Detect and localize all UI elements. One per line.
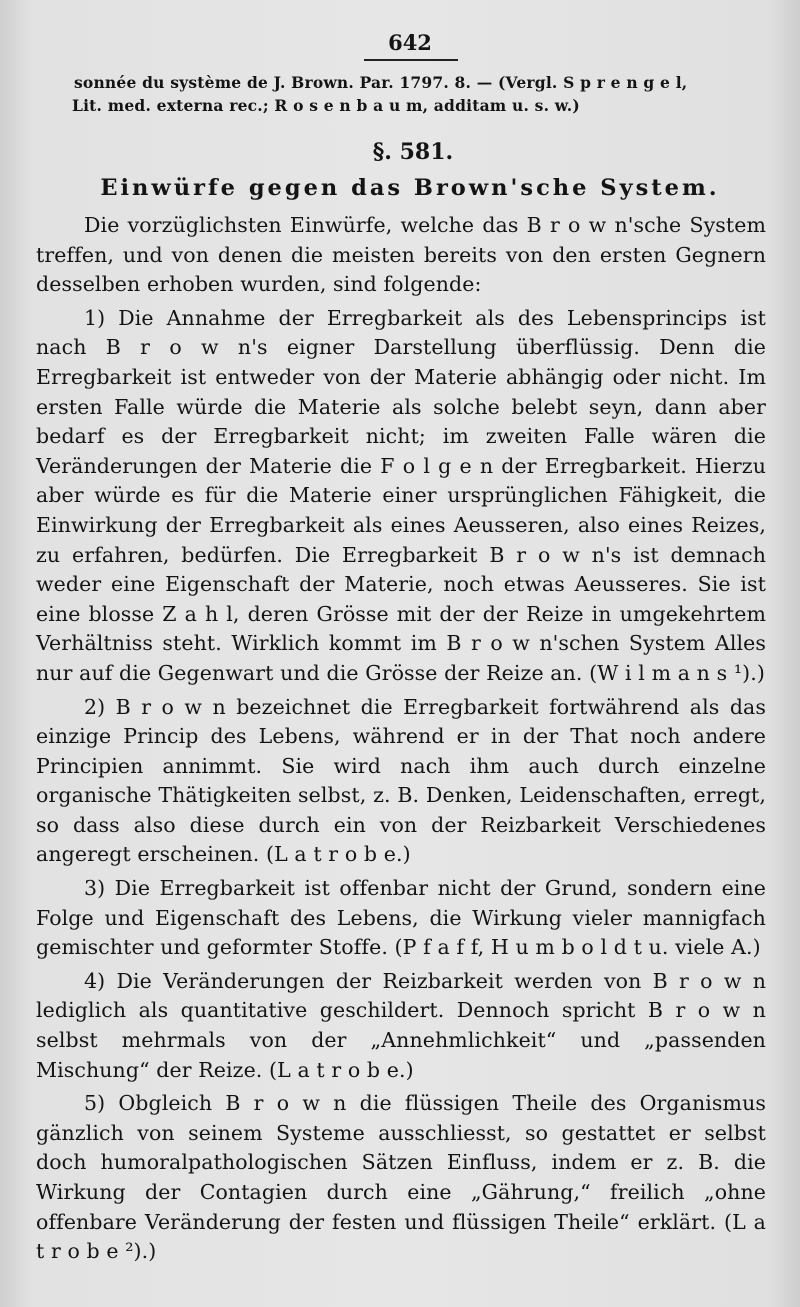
section-number: §. 581.	[372, 139, 454, 165]
section-title: Einwürfe gegen das Brown'sche System.	[100, 175, 720, 201]
body-paragraph: 1) Die Annahme der Erregbarkeit als des Lebensprincips ist nach B r o w n's eigner Darstellung überflüssig. Denn die Erregbarkeit ist entweder von der Materie abhängig oder nicht. Im ersten Falle würde die Materie als solche belebt seyn, dann aber bedarf es der Erregbarkeit nicht; im zweiten Falle wären die Veränderungen der Materie die F o l g e n der Erregbarkeit. Hierzu aber würde es für die Materie einer ursprünglichen Fähigkeit, die Einwirkung der Erregbarkeit als eines Aeusseren, also eines Reizes, zu erfahren, bedürfen. Die Erregbarkeit B r o w n's ist demnach weder eine Eigenschaft der Materie, noch etwas Aeusseres. Sie ist eine blosse Z a h l, deren Grösse mit der der Reize in umgekehrtem Verhältniss steht. Wirklich kommt im B r o w n'schen System Alles nur auf die Gegenwart und die Grösse der Reize an. (W i l m a n s ¹).)	[36, 305, 766, 685]
body-paragraph: 4) Die Veränderungen der Reizbarkeit werden von B r o w n lediglich als quantitative geschildert. Dennoch spricht B r o w n selbst mehrmals von der „Annehmlichkeit“ und „passenden Mischung“ der Reize. (L a t r o b e.)	[36, 968, 766, 1082]
footnote-line: sonnée du système de J. Brown. Par. 1797. 8. — (Vergl. S p r e n g e l,	[74, 73, 688, 92]
page-number: 642	[388, 30, 432, 55]
body-paragraph: 3) Die Erregbarkeit ist offenbar nicht der Grund, sondern eine Folge und Eigenschaft des Lebens, die Wirkung vieler mannigfach gemischter und geformter Stoffe. (P f a f f, H u m b o l d t u. viele A.)	[36, 876, 766, 960]
body-paragraph: Die vorzüglichsten Einwürfe, welche das B r o w n'sche System treffen, und von denen die meisten bereits von den ersten Gegnern desselben erhoben wurden, sind folgende:	[36, 213, 766, 297]
header-rule	[364, 59, 458, 61]
footnote-continuation	[74, 71, 766, 117]
footnote-line: Lit. med. externa rec.; R o s e n b a u m, additam u. s. w.)	[72, 96, 580, 115]
body-paragraph: 2) B r o w n bezeichnet die Erregbarkeit fortwährend als das einzige Princip des Lebens, während er in der That noch andere Principien annimmt. Sie wird nach ihm auch durch einzelne organische Thätigkeiten selbst, z. B. Denken, Leidenschaften, erregt, so dass also diese durch ein von der Reizbarkeit Verschiedenes angeregt erscheinen. (L a t r o b e.)	[36, 694, 766, 867]
body-paragraph: 5) Obgleich B r o w n die flüssigen Theile des Organismus gänzlich von seinem Systeme ausschliesst, so gestattet er selbst doch humoralpathologischen Sätzen Einfluss, indem er z. B. die Wirkung der Contagien durch eine „Gährung,“ freilich „ohne offenbare Veränderung der festen und flüssigen Theile“ erklärt. (L a t r o b e ²).)	[36, 1091, 766, 1264]
